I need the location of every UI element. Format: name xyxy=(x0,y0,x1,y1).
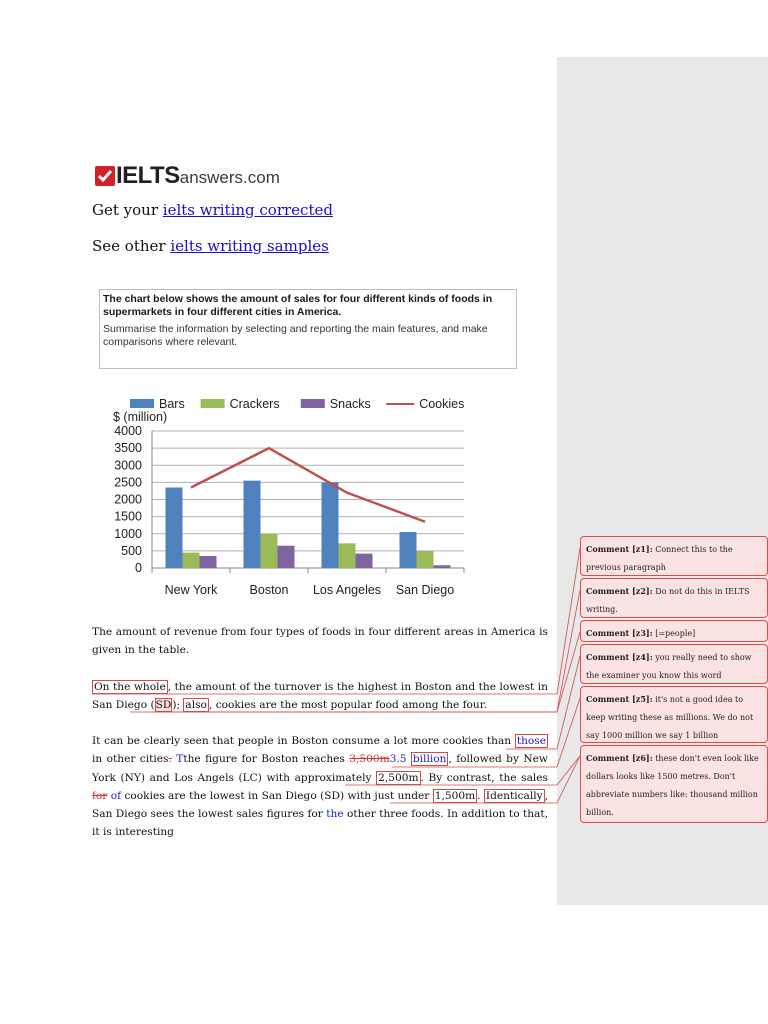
comment-z1-label: Comment [z1]: xyxy=(586,544,653,554)
para3-text-7: . By contrast, the sales xyxy=(420,771,548,784)
para2-text-3: , cookies are the most popular food among the four. xyxy=(208,699,488,712)
connector-z1 xyxy=(92,548,580,694)
para3-text-2: in other cities xyxy=(92,753,169,766)
comment-z4-text: you really need to show the examiner you know this word xyxy=(586,653,752,680)
value-2500m-highlight[interactable]: 2,500m xyxy=(378,771,419,784)
y-tick-label: 1000 xyxy=(114,526,142,541)
para3-text-4: the figure for Boston reaches xyxy=(183,753,350,766)
value-1500m-highlight[interactable]: 1,500m xyxy=(434,789,476,802)
task-line-3: Summarise the information by selecting and reporting the main features, and make xyxy=(103,323,488,335)
x-tick-label: New York xyxy=(164,583,218,597)
inserted-3-5: 3.5 xyxy=(389,753,407,766)
x-tick-label: Los Angeles xyxy=(312,583,382,597)
y-tick-label: 2500 xyxy=(114,475,142,490)
task-line-1: The chart below shows the amount of sales for four different kinds of foods in xyxy=(103,293,493,305)
y-tick-label: 4000 xyxy=(114,424,142,438)
connector-z6a xyxy=(345,756,580,785)
y-tick-label: 2000 xyxy=(114,492,142,507)
comment-z2[interactable] xyxy=(580,578,768,618)
connector-z6b xyxy=(390,756,580,803)
comment-z1[interactable] xyxy=(580,536,768,576)
y-axis-label: $ (million) xyxy=(113,410,168,424)
sd-highlight[interactable]: SD xyxy=(155,699,172,712)
connector-z5 xyxy=(389,698,580,767)
y-tick-label: 1500 xyxy=(114,509,142,524)
comment-z4[interactable] xyxy=(580,644,768,684)
on-the-whole-highlight[interactable]: On the whole xyxy=(94,681,166,693)
comment-z3[interactable] xyxy=(580,620,768,642)
x-tick-label: San Diego xyxy=(395,583,455,597)
comment-z1-text: Connect this to the previous paragraph xyxy=(586,545,733,572)
also-highlight[interactable]: also xyxy=(185,699,207,712)
paragraph-1: The amount of revenue from four types of foods in four different areas in America is given in the table. xyxy=(92,626,548,657)
y-tick-label: 0 xyxy=(135,561,142,575)
comment-z6-text: these don't even look like dollars looks like 1500 metres. Don't abbreviate numbers like: thousand million billion. xyxy=(586,754,759,817)
para3-text-10: . xyxy=(477,789,484,802)
deleted-3500m: 3,500m xyxy=(349,753,390,766)
comment-z2-text: Do not do this in IELTS writing. xyxy=(586,587,750,614)
comment-z6[interactable] xyxy=(580,745,768,823)
legend-label-bars: Bars xyxy=(159,397,185,411)
comment-z3-label: Comment [z3]: xyxy=(586,628,653,638)
task-line-2: supermarkets in four different cities in America. xyxy=(103,306,342,318)
deleted-for: for xyxy=(92,789,108,802)
ielts-writing-samples-link[interactable]: ielts writing samples xyxy=(170,237,329,255)
inserted-capital-t: T xyxy=(176,753,184,766)
corrected-prefix: Get your xyxy=(92,201,163,219)
para2-text-1: , the amount of the turnover is the highest in Boston and the lowest in San Diego ( xyxy=(92,681,548,712)
inserted-the: the xyxy=(326,808,344,821)
identically-highlight[interactable]: Identically xyxy=(485,789,543,802)
y-tick-label: 3500 xyxy=(114,441,142,456)
y-tick-label: 500 xyxy=(121,543,142,558)
comment-z6-label: Comment [z6]: xyxy=(586,753,653,763)
legend-label-cookies: Cookies xyxy=(419,397,465,411)
comment-z4-label: Comment [z4]: xyxy=(586,652,653,662)
comment-z5-text: it's not a good idea to keep writing these as millions. We do not say 1000 million we say 1 billion xyxy=(586,695,754,740)
comment-z5-label: Comment [z5]: xyxy=(586,694,653,704)
those-highlight[interactable]: those xyxy=(516,735,546,747)
task-line-4: comparisons where relevant. xyxy=(103,336,238,348)
para3-text-11: , San Diego sees the lowest sales figures for xyxy=(92,789,548,821)
logo-brand-strong: IELTS xyxy=(116,162,180,189)
y-tick-label: 3000 xyxy=(114,458,142,473)
x-tick-label: Boston xyxy=(249,583,289,597)
inserted-of: of xyxy=(110,789,122,802)
comment-z3-text: [=people] xyxy=(655,629,696,638)
para3-text-1: It can be clearly seen that people in Boston consume a lot more cookies than xyxy=(92,735,515,747)
para2-text-2: ); xyxy=(172,699,184,712)
para3-text-6: , followed by New York (NY) and Los Angels (LC) with approximately xyxy=(92,753,548,784)
logo-brand-rest: answers.com xyxy=(179,168,280,187)
ielts-writing-corrected-link[interactable]: ielts writing corrected xyxy=(162,201,333,219)
comment-z2-label: Comment [z2]: xyxy=(586,586,653,596)
samples-prefix: See other xyxy=(92,237,171,255)
connector-z3 xyxy=(152,632,580,712)
para3-text-9: cookies are the lowest in San Diego (SD) with just under xyxy=(121,789,433,802)
legend-label-snacks: Snacks xyxy=(329,397,371,411)
deleted-period: . xyxy=(168,753,172,766)
para3-text-12: other three foods. In addition to that, it is interesting xyxy=(92,808,548,839)
billion-highlight[interactable]: billion xyxy=(412,753,447,766)
legend-label-crackers: Crackers xyxy=(229,397,280,411)
comment-z5[interactable] xyxy=(580,686,768,743)
